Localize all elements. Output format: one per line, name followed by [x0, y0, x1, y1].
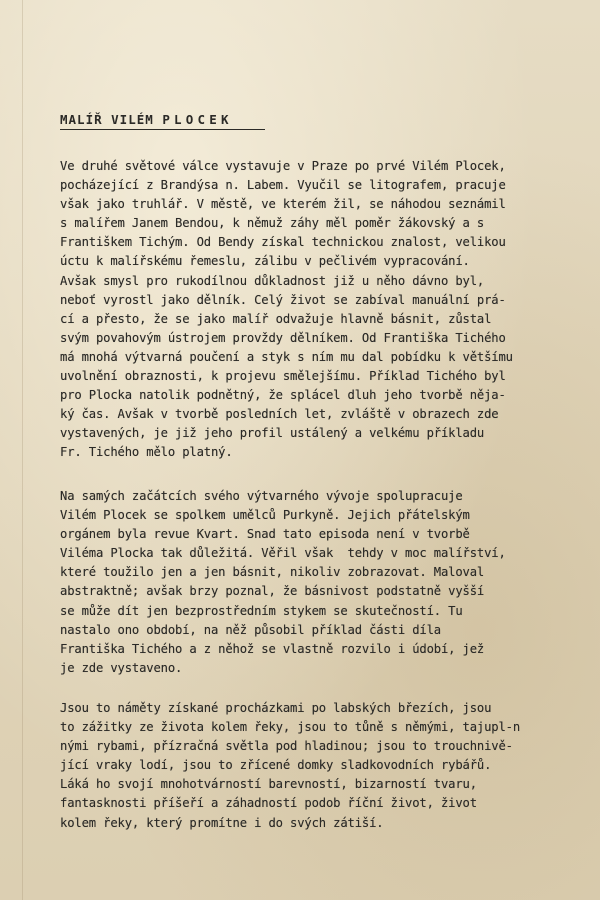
text-line: se může dít jen bezprostředním stykem se skutečností. Tu	[60, 603, 463, 618]
text-line: Fr. Tichého mělo platný.	[60, 445, 233, 460]
text-line: má mnohá výtvarná poučení a styk s ním mu dal pobídku k většímu	[60, 349, 513, 364]
title-name: MALÍŘ VILÉM	[60, 112, 163, 127]
text-line: vystavených, je již jeho profil ustálený a velkému příkladu	[60, 426, 485, 441]
text-line: Františkem Tichým. Od Bendy získal technickou znalost, velikou	[60, 235, 506, 250]
text-line: abstraktně; avšak brzy poznal, že básnivost podstatně vyšší	[60, 584, 485, 599]
text-line: Viléma Plocka tak důležitá. Věřil však tehdy v moc malířství,	[60, 546, 506, 561]
text-line: Láká ho svojí mnohotvárností barevností, bizarností tvaru,	[60, 777, 477, 792]
text-line: pro Plocka natolik podnětný, že splácel dluh jeho tvorbě něja-	[60, 388, 506, 403]
title-surname: PLOCEK	[162, 112, 233, 127]
text-line: neboť vyrostl jako dělník. Celý život se zabíval manuální prá-	[60, 292, 506, 307]
text-line: Vilém Plocek se spolkem umělců Purkyně. Jejich přátelským	[60, 508, 470, 523]
title-underline	[60, 129, 265, 130]
text-line: jící vraky lodí, jsou to zřícené domky sladkovodních rybářů.	[60, 758, 492, 773]
text-line: svým povahovým ústrojem provždy dělníkem. Od Františka Tichého	[60, 330, 506, 345]
text-line: Avšak smysl pro rukodílnou důkladnost již u něho dávno byl,	[60, 273, 485, 288]
text-line: kolem řeky, který promítne i do svých zátiší.	[60, 815, 384, 830]
text-line: je zde vystaveno.	[60, 660, 183, 675]
text-line: uvolnění obraznosti, k projevu smělejšímu. Příklad Tichého byl	[60, 369, 506, 384]
text-line: orgánem byla revue Kvart. Snad tato episoda není v tvorbě	[60, 527, 470, 542]
text-line: ký čas. Avšak v tvorbě posledních let, zvláště v obrazech zde	[60, 407, 499, 422]
paper-fold-line	[22, 0, 23, 900]
text-line: nými rybami, přízračná světla pod hladinou; jsou to trouchnivě-	[60, 739, 513, 754]
text-line: nastalo ono období, na něž působil příklad části díla	[60, 622, 441, 637]
paragraph-3	[60, 699, 580, 833]
text-line: Na samých začátcích svého výtvarného vývoje spolupracuje	[60, 489, 463, 503]
text-line: Jsou to náměty získané procházkami po labských březích, jsou	[60, 701, 492, 715]
text-line: které toužilo jen a jen básnit, nikoliv zobrazovat. Maloval	[60, 565, 485, 580]
paragraph-2	[60, 487, 580, 678]
text-line: cí a přesto, že se jako malíř odvažuje hlavně básnit, zůstal	[60, 311, 492, 326]
document-title	[60, 112, 233, 127]
text-line: úctu k malířskému řemeslu, zálibu v pečlivém vypracování.	[60, 254, 470, 269]
paragraph-1	[60, 157, 580, 463]
text-line: Ve druhé světové válce vystavuje v Praze po prvé Vilém Plocek,	[60, 159, 506, 173]
text-line: pocházející z Brandýsa n. Labem. Vyučil se litografem, pracuje	[60, 178, 506, 193]
text-line: s malířem Janem Bendou, k němuž záhy měl poměr žákovský a s	[60, 216, 485, 231]
text-line: to zážitky ze života kolem řeky, jsou to tůně s němými, tajupl-n	[60, 720, 520, 735]
text-line: fantasknosti příšeří a záhadností podob říční život, život	[60, 796, 477, 811]
text-line: však jako truhlář. V městě, ve kterém žil, se náhodou seznámil	[60, 197, 506, 212]
text-line: Františka Tichého a z něhož se vlastně rozvilo i údobí, jež	[60, 641, 485, 656]
